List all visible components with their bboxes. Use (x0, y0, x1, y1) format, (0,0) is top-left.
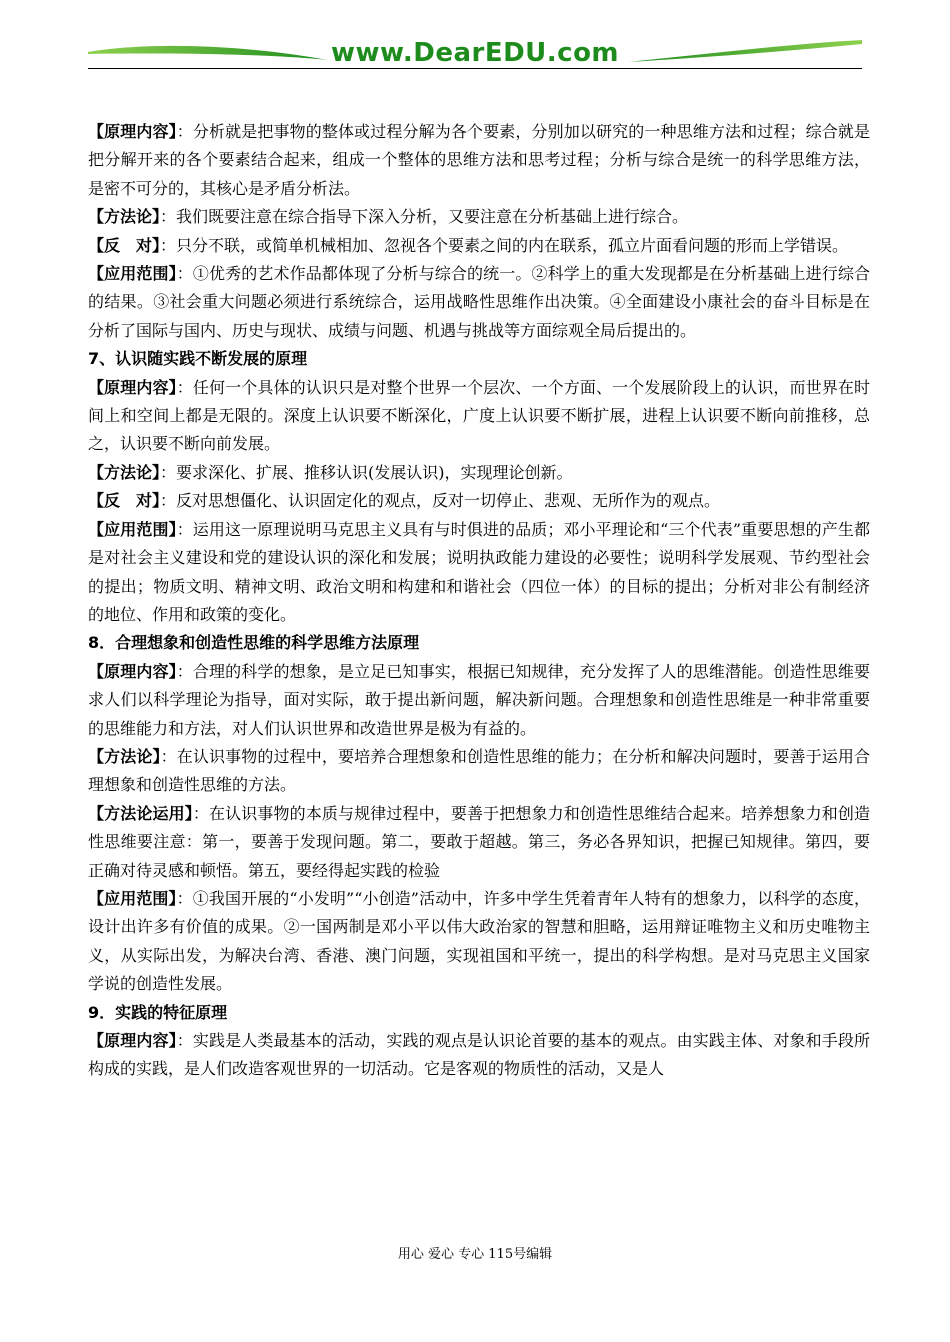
paragraph (88, 260, 870, 345)
paragraph-label: 【反 对】 (88, 491, 161, 511)
paragraph-label: 【应用范围】 (88, 888, 177, 908)
paragraph (88, 885, 870, 999)
paragraph-text: ：要求深化、扩展、推移认识(发展认识)，实现理论创新。 (160, 462, 573, 482)
paragraph (88, 487, 870, 515)
paragraph-text: ：我们既要注意在综合指导下深入分析，又要注意在分析基础上进行综合。 (160, 207, 689, 227)
paragraph-text: ：只分不联，或简单机械相加、忽视各个要素之间的内在联系，孤立片面看问题的形而上学错误。 (160, 235, 849, 255)
paragraph-label: 【原理内容】 (88, 122, 177, 141)
paragraph-label: 【原理内容】 (88, 377, 177, 397)
paragraph-label: 【反 对】 (88, 235, 161, 255)
paragraph-text: ：合理的科学的想象，是立足已知事实，根据已知规律，充分发挥了人的思维潜能。创造性思维要求人们以科学理论为指导，面对实际，敢于提出新问题，解决新问题。合理想象和创造性思维是一种非常重要的思维能力和方法，对人们认识世界和改造世界是极为有益的。 (88, 661, 870, 738)
document-body (88, 118, 870, 1084)
header-divider (88, 68, 862, 69)
paragraph-label: 【应用范围】 (88, 264, 177, 284)
page-footer: 用心 爱心 专心 115号编辑 (397, 1247, 553, 1262)
paragraph-label: 【原理内容】 (88, 1031, 177, 1050)
paragraph-text: ：①优秀的艺术作品都体现了分析与综合的统一。②科学上的重大发现都是在分析基础上进行综合的结果。③社会重大问题必须进行系统综合，运用战略性思维作出决策。④全面建设小康社会的奋斗目标是在分析了国际与国内、历史与现状、成绩与问题、机遇与挑战等方面综观全局后提出的。 (88, 264, 870, 340)
paragraph (88, 232, 870, 260)
section-heading: 7、认识随实践不断发展的原理 (88, 349, 308, 369)
paragraph-text: ：在认识事物的过程中，要培养合理想象和创造性思维的能力；在分析和解决问题时，要善于运用合理想象和创造性思维的方法。 (88, 746, 870, 795)
paragraph (88, 203, 870, 231)
paragraph-label: 【方法论】 (88, 207, 161, 227)
paragraph-label: 【方法论】 (88, 746, 161, 766)
paragraph (88, 743, 870, 800)
site-name: www.DearEDU.com (330, 38, 620, 68)
paragraph-text: ：在认识事物的本质与规律过程中，要善于把想象力和创造性思维结合起来。培养想象力和创造性思维要注意：第一，要善于发现问题。第二，要敢于超越。第三，务必各界知识，把握已知规律。第四，要正确对待灵感和顿悟。第五，要经得起实践的检验 (88, 803, 870, 880)
paragraph-label: 【应用范围】 (88, 519, 177, 539)
paragraph-label: 【方法论】 (88, 462, 161, 482)
paragraph-label: 【原理内容】 (88, 661, 177, 681)
paragraph (88, 658, 870, 743)
paragraph-text: ：任何一个具体的认识只是对整个世界一个层次、一个方面、一个发展阶段上的认识，而世界在时间上和空间上都是无限的。深度上认识要不断深化，广度上认识要不断扩展，进程上认识要不断向前推移，总之，认识要不断向前发展。 (88, 377, 870, 454)
paragraph (88, 374, 870, 459)
paragraph (88, 459, 870, 487)
paragraph-text: ：①我国开展的“小发明”“小创造”活动中，许多中学生凭着青年人特有的想象力，以科学的态度，设计出许多有价值的成果。②一国两制是邓小平以伟大政治家的智慧和胆略，运用辩证唯物主义和历史唯物主义，从实际出发，为解决台湾、香港、澳门问题，实现祖国和平统一，提出的科学构想。是对马克思主义国家学说的创造性发展。 (88, 888, 870, 994)
paragraph-text: ：实践是人类最基本的活动，实践的观点是认识论首要的基本的观点。由实践主体、对象和手段所构成的实践，是人们改造客观世界的一切活动。它是客观的物质性的活动，又是人 (88, 1031, 870, 1079)
paragraph-text: ：分析就是把事物的整体或过程分解为各个要素，分别加以研究的一种思维方法和过程；综合就是把分解开来的各个要素结合起来，组成一个整体的思维方法和思考过程；分析与综合是统一的科学思维方法，是密不可分的，其核心是矛盾分析法。 (88, 122, 870, 198)
paragraph (88, 800, 870, 885)
paragraph (88, 1027, 870, 1084)
paragraph (88, 516, 870, 630)
paragraph-label: 【方法论运用】 (88, 803, 193, 823)
paragraph (88, 118, 870, 203)
section-heading: 9．实践的特征原理 (88, 1002, 228, 1022)
paragraph-text: ：反对思想僵化、认识固定化的观点，反对一切停止、悲观、无所作为的观点。 (160, 491, 721, 511)
section-heading: 8．合理想象和创造性思维的科学思维方法原理 (88, 633, 420, 653)
paragraph-text: ：运用这一原理说明马克思主义具有与时俱进的品质；邓小平理论和“三个代表”重要思想的产生都是对社会主义建设和党的建设认识的深化和发展；说明执政能力建设的必要性；说明科学发展观、节约型社会的提出；物质文明、精神文明、政治文明和构建和和谐社会（四位一体）的目标的提出；分析对非公有制经济的地位、作用和政策的变化。 (88, 519, 870, 624)
